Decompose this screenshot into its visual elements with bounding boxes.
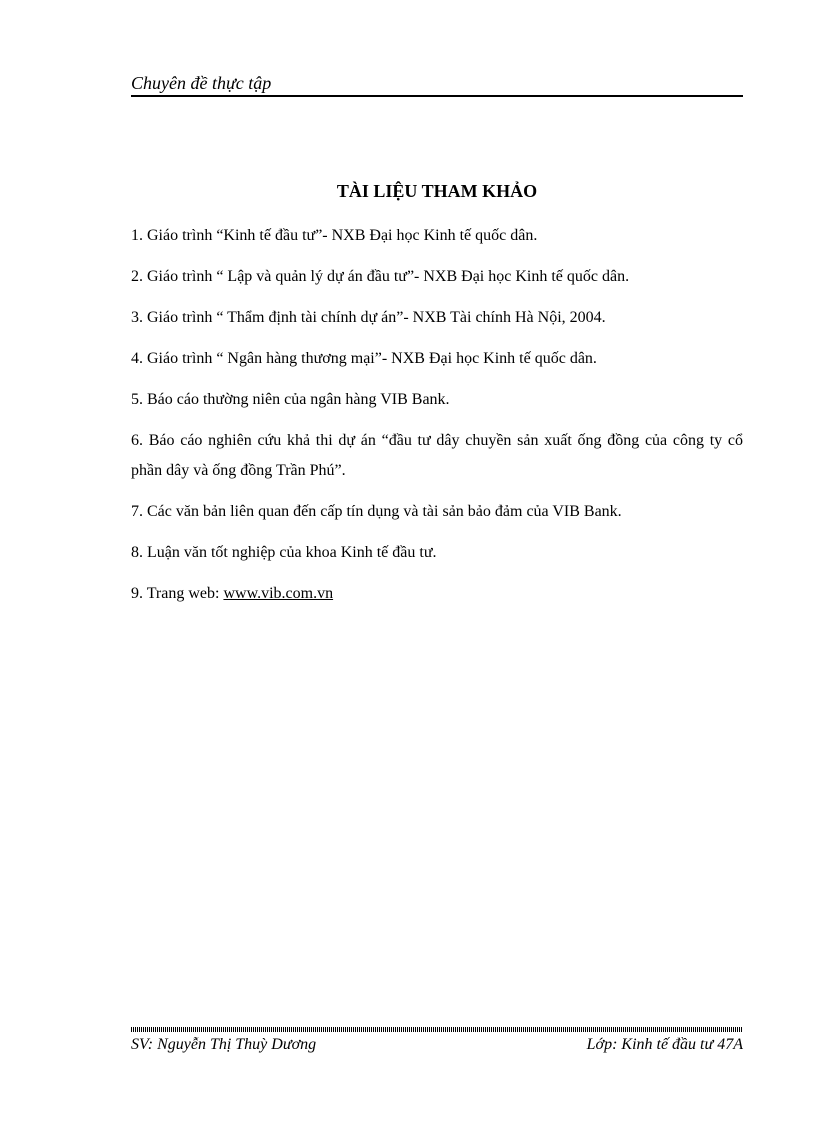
reference-item: 5. Báo cáo thường niên của ngân hàng VIB Bank. (131, 391, 450, 408)
page-header (131, 72, 743, 98)
reference-item: 4. Giáo trình “ Ngân hàng thương mại”- NXB Đại học Kinh tế quốc dân. (131, 350, 597, 367)
reference-item: 6. Báo cáo nghiên cứu khả thi dự án “đầu tư dây chuyền sản xuất ống đồng của công ty cổ phần dây và ống đồng Trần Phú”. (131, 432, 743, 479)
reference-item: 7. Các văn bản liên quan đến cấp tín dụng và tài sản bảo đảm của VIB Bank. (131, 503, 622, 520)
footer-student-name: SV: Nguyễn Thị Thuỳ Dương (131, 1036, 317, 1053)
website-link[interactable]: www.vib.com.vn (223, 585, 334, 602)
references-title: TÀI LIỆU THAM KHẢO (336, 181, 538, 201)
header-divider (131, 95, 743, 97)
header-title: Chuyên đề thực tập (131, 73, 272, 93)
footer-class-name: Lớp: Kinh tế đầu tư 47A (586, 1036, 743, 1053)
reference-item: 8. Luận văn tốt nghiệp của khoa Kinh tế đầu tư. (131, 544, 437, 561)
footer-divider (131, 1027, 743, 1032)
reference-item: 2. Giáo trình “ Lập và quản lý dự án đầu tư”- NXB Đại học Kinh tế quốc dân. (131, 268, 630, 285)
website-label: 9. Trang web: (131, 585, 224, 602)
reference-item: 1. Giáo trình “Kinh tế đầu tư”- NXB Đại học Kinh tế quốc dân. (131, 227, 538, 244)
references-list (131, 221, 743, 609)
reference-item: 3. Giáo trình “ Thẩm định tài chính dự án”- NXB Tài chính Hà Nội, 2004. (131, 309, 606, 326)
reference-item-website (131, 579, 743, 609)
page-footer (131, 1027, 743, 1057)
